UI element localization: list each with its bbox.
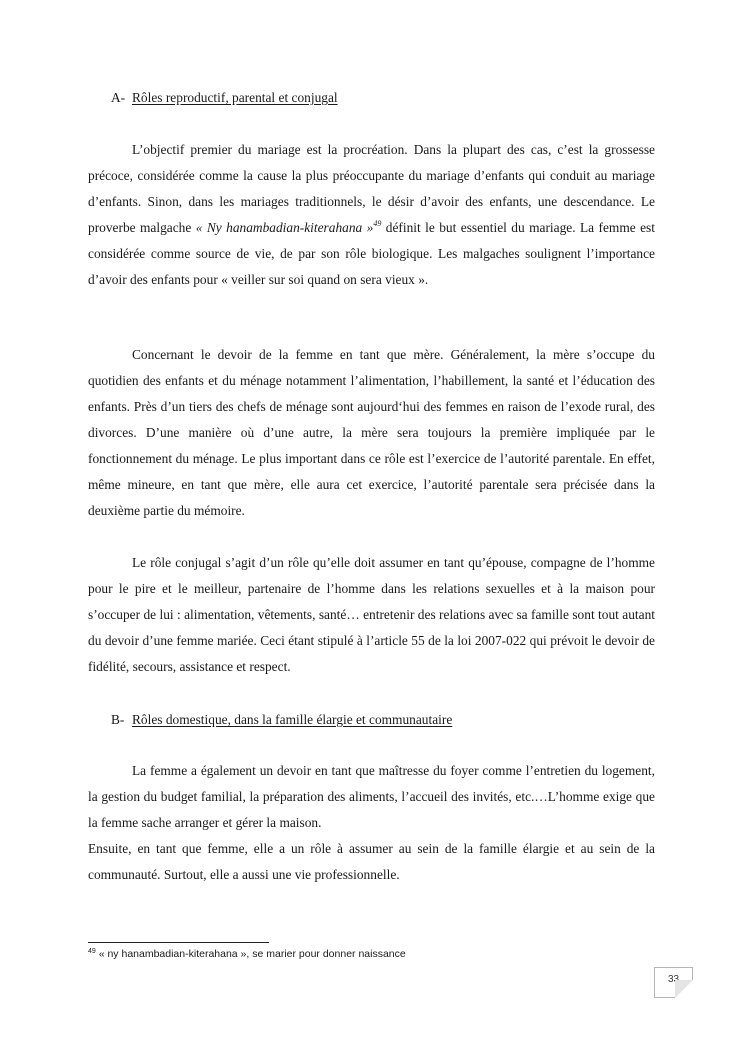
paragraph-procreation bbox=[88, 137, 655, 293]
paragraph-community-role-text: Ensuite, en tant que femme, elle a un rôle à assumer au sein de la famille élargie et au sein de la communauté. Surtout, elle a aussi une vie professionnelle. bbox=[88, 841, 655, 882]
footnote-reference[interactable]: 49 bbox=[373, 219, 382, 228]
footnote-text: « ny hanambadian-kiterahana », se marier pour donner naissance bbox=[95, 948, 406, 960]
paragraph-procreation-text-end: définit le but essentiel du mariage. La femme est considérée comme source de vie, de par son rôle biologique. Les malgaches soulignent l’importance d’avoir des enfants pour « veiller sur soi quand on sera vieux ». bbox=[88, 220, 655, 287]
paragraph-domestic-role bbox=[88, 758, 655, 836]
section-b-heading bbox=[111, 711, 452, 729]
page-number-box bbox=[654, 967, 693, 998]
section-b-title: Rôles domestique, dans la famille élargie et communautaire bbox=[132, 712, 453, 727]
footnote bbox=[88, 947, 406, 961]
section-a-letter: A- bbox=[111, 90, 126, 105]
paragraph-domestic-role-text: La femme a également un devoir en tant que maîtresse du foyer comme l’entretien du logement, la gestion du budget familial, la préparation des aliments, l’accueil des invités, etc.…L’homme exige que la femme sache arranger et gérer la maison. bbox=[88, 763, 655, 830]
section-a-heading bbox=[111, 89, 338, 107]
paragraph-motherhood-text: Concernant le devoir de la femme en tant que mère. Généralement, la mère s’occupe du quotidien des enfants et du ménage notamment l’alimentation, l’habillement, la santé et l’éducation des enfants. Près d’un tiers des chefs de ménage sont aujourd‘hui des femmes en raison de l’exode rural, des divorces. D’une manière où d’une autre, la mère sera toujours la première impliquée par le fonctionnement du ménage. Le plus important dans ce rôle est l’exercice de l’autorité parentale. En effet, même mineure, en tant que mère, elle aura cet exercice, l’autorité parentale sera précisée dans la deuxième partie du mémoire. bbox=[88, 347, 655, 518]
paragraph-community-role bbox=[88, 836, 655, 888]
footnote-number: 49 bbox=[88, 948, 96, 955]
paragraph-conjugal-role-text: Le rôle conjugal s’agit d’un rôle qu’elle doit assumer en tant qu’épouse, compagne de l’homme pour le pire et le meilleur, partenaire de l’homme dans les relations sexuelles et à la maison pour s’occuper de lui : alimentation, vêtements, santé… entretenir des relations avec sa famille sont tout autant du devoir d’une femme mariée. Ceci étant stipulé à l’article 55 de la loi 2007-022 qui prévoit le devoir de fidélité, secours, assistance et respect. bbox=[88, 555, 655, 674]
footnote-separator bbox=[88, 942, 269, 943]
section-a-title: Rôles reproductif, parental et conjugal bbox=[132, 90, 338, 105]
page-curl-icon bbox=[675, 980, 693, 998]
section-b-letter: B- bbox=[111, 712, 125, 727]
paragraph-conjugal-role bbox=[88, 550, 655, 680]
paragraph-motherhood bbox=[88, 342, 655, 524]
proverb-quote: « Ny hanambadian-kiterahana » bbox=[195, 220, 374, 235]
page-number: 33 bbox=[667, 974, 680, 985]
paragraph-procreation-text-start: L’objectif premier du mariage est la procréation. Dans la plupart des cas, c’est la grossesse précoce, considérée comme la cause la plus préoccupante du mariage d’enfants qui conduit au mariage d’enfants. Sinon, dans les mariages traditionnels, le désir d’avoir des enfants, une descendance. Le proverbe malgache bbox=[88, 142, 655, 235]
